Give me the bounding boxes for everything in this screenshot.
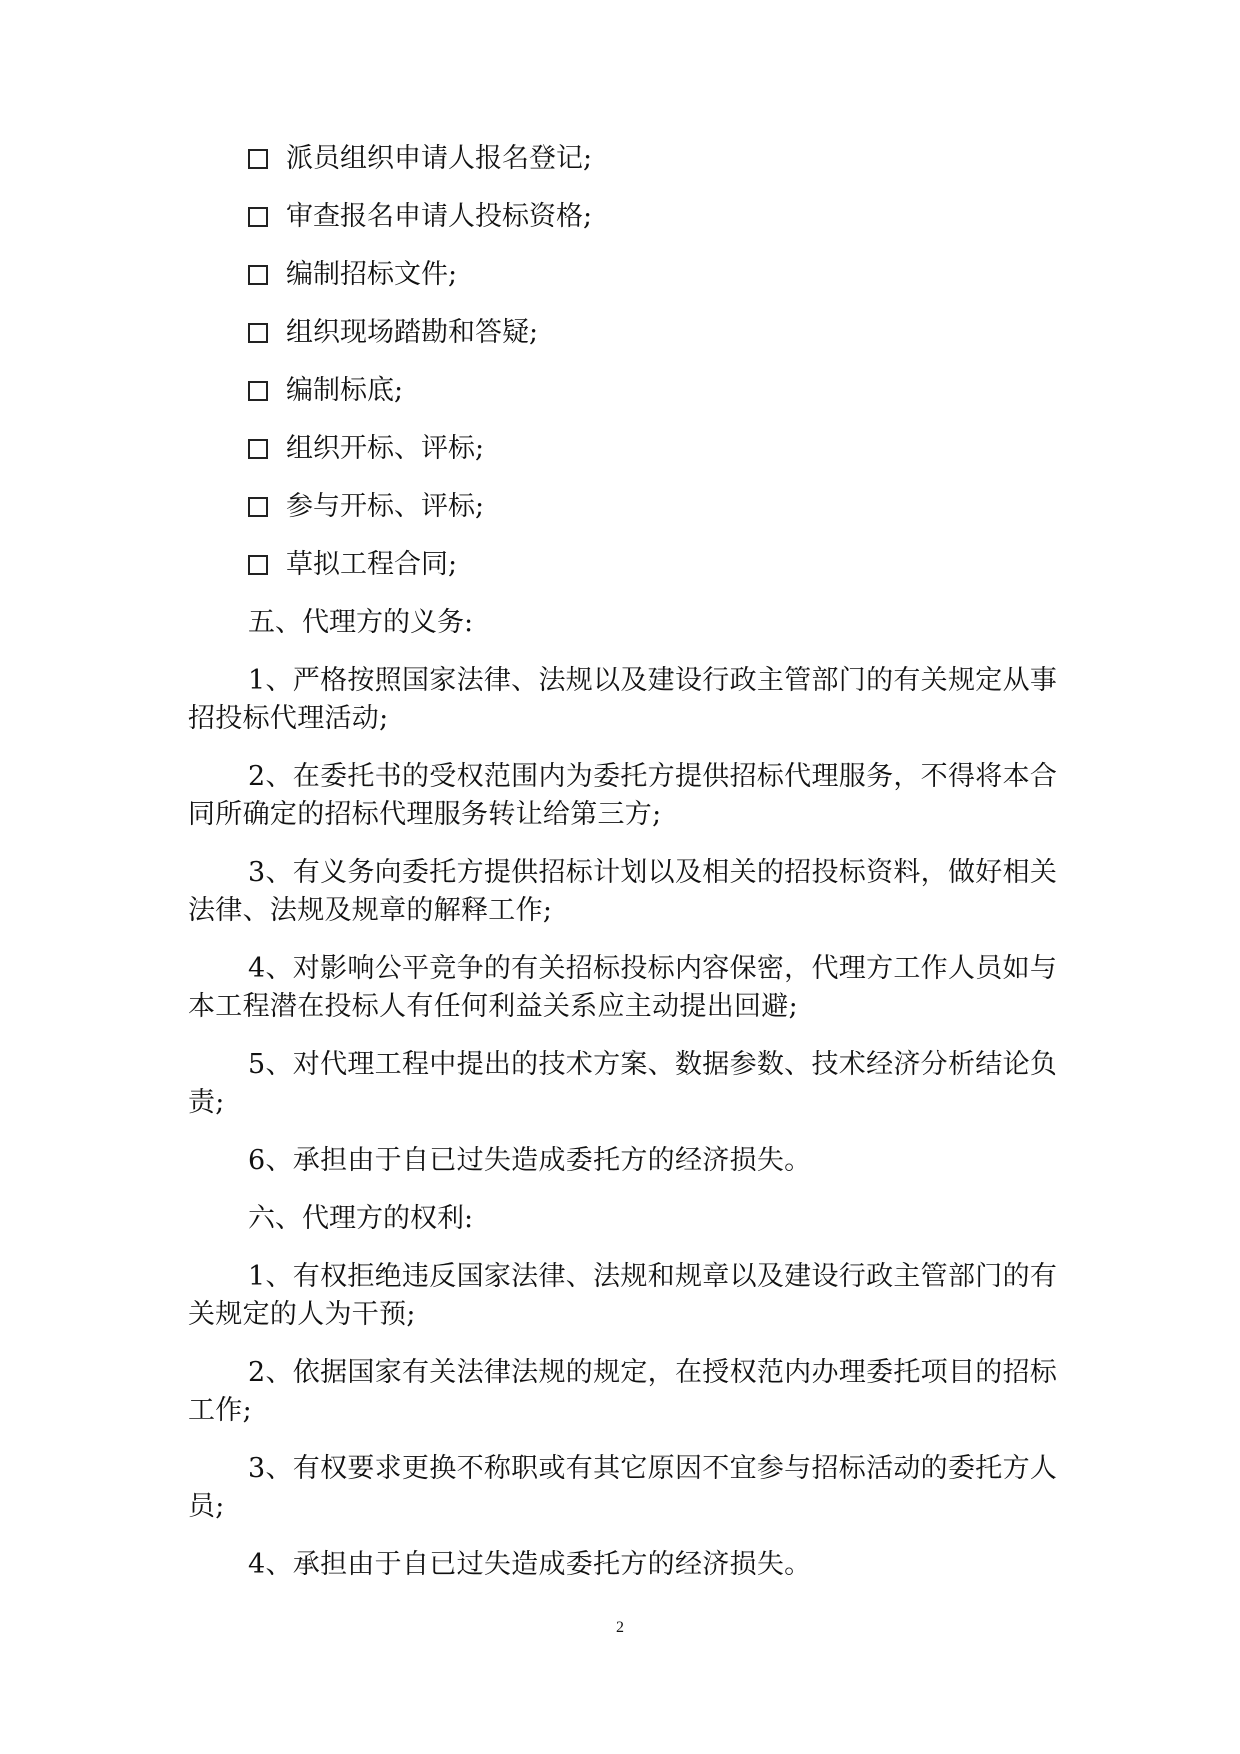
document-body xyxy=(188,140,1058,1604)
checklist-item xyxy=(188,430,1058,468)
checkbox-icon[interactable] xyxy=(248,381,268,401)
obligation-item: 3、有义务向委托方提供招标计划以及相关的招投标资料，做好相关法律、法规及规章的解释工作; xyxy=(188,857,1058,926)
checklist-label: 组织现场踏勘和答疑; xyxy=(286,317,539,348)
obligation-item: 6、承担由于自已过失造成委托方的经济损失。 xyxy=(248,1145,812,1176)
checkbox-icon[interactable] xyxy=(248,555,268,575)
checklist-item xyxy=(188,198,1058,236)
right-item: 3、有权要求更换不称职或有其它原因不宜参与招标活动的委托方人员; xyxy=(188,1453,1058,1522)
right-item: 4、承担由于自已过失造成委托方的经济损失。 xyxy=(248,1549,812,1580)
right-item: 2、依据国家有关法律法规的规定，在授权范内办理委托项目的招标工作; xyxy=(188,1357,1058,1426)
section-heading: 五、代理方的义务: xyxy=(248,607,474,638)
checkbox-icon[interactable] xyxy=(248,207,268,227)
checklist-label: 参与开标、评标; xyxy=(286,491,485,522)
checkbox-icon[interactable] xyxy=(248,149,268,169)
obligation-item: 5、对代理工程中提出的技术方案、数据参数、技术经济分析结论负责; xyxy=(188,1049,1058,1118)
checklist-item xyxy=(188,314,1058,352)
checklist-item xyxy=(188,488,1058,526)
page-number: 2 xyxy=(616,1619,624,1636)
section-heading: 六、代理方的权利: xyxy=(248,1203,474,1234)
checklist-item xyxy=(188,372,1058,410)
checklist-label: 编制招标文件; xyxy=(286,259,458,290)
checklist-item xyxy=(188,546,1058,584)
checkbox-icon[interactable] xyxy=(248,265,268,285)
checklist-item xyxy=(188,256,1058,294)
obligation-item: 1、严格按照国家法律、法规以及建设行政主管部门的有关规定从事招投标代理活动; xyxy=(188,665,1058,734)
checklist-item xyxy=(188,140,1058,178)
checklist-label: 派员组织申请人报名登记; xyxy=(286,143,593,174)
obligation-item: 2、在委托书的受权范围内为委托方提供招标代理服务，不得将本合同所确定的招标代理服务转让给第三方; xyxy=(188,761,1058,830)
checkbox-icon[interactable] xyxy=(248,323,268,343)
checkbox-icon[interactable] xyxy=(248,497,268,517)
checklist-label: 编制标底; xyxy=(286,375,404,406)
checkbox-icon[interactable] xyxy=(248,439,268,459)
checklist-label: 组织开标、评标; xyxy=(286,433,485,464)
checklist-label: 草拟工程合同; xyxy=(286,549,458,580)
checklist-label: 审查报名申请人投标资格; xyxy=(286,201,593,232)
obligation-item: 4、对影响公平竞争的有关招标投标内容保密，代理方工作人员如与本工程潜在投标人有任何利益关系应主动提出回避; xyxy=(188,953,1058,1022)
right-item: 1、有权拒绝违反国家法律、法规和规章以及建设行政主管部门的有关规定的人为干预; xyxy=(188,1261,1058,1330)
